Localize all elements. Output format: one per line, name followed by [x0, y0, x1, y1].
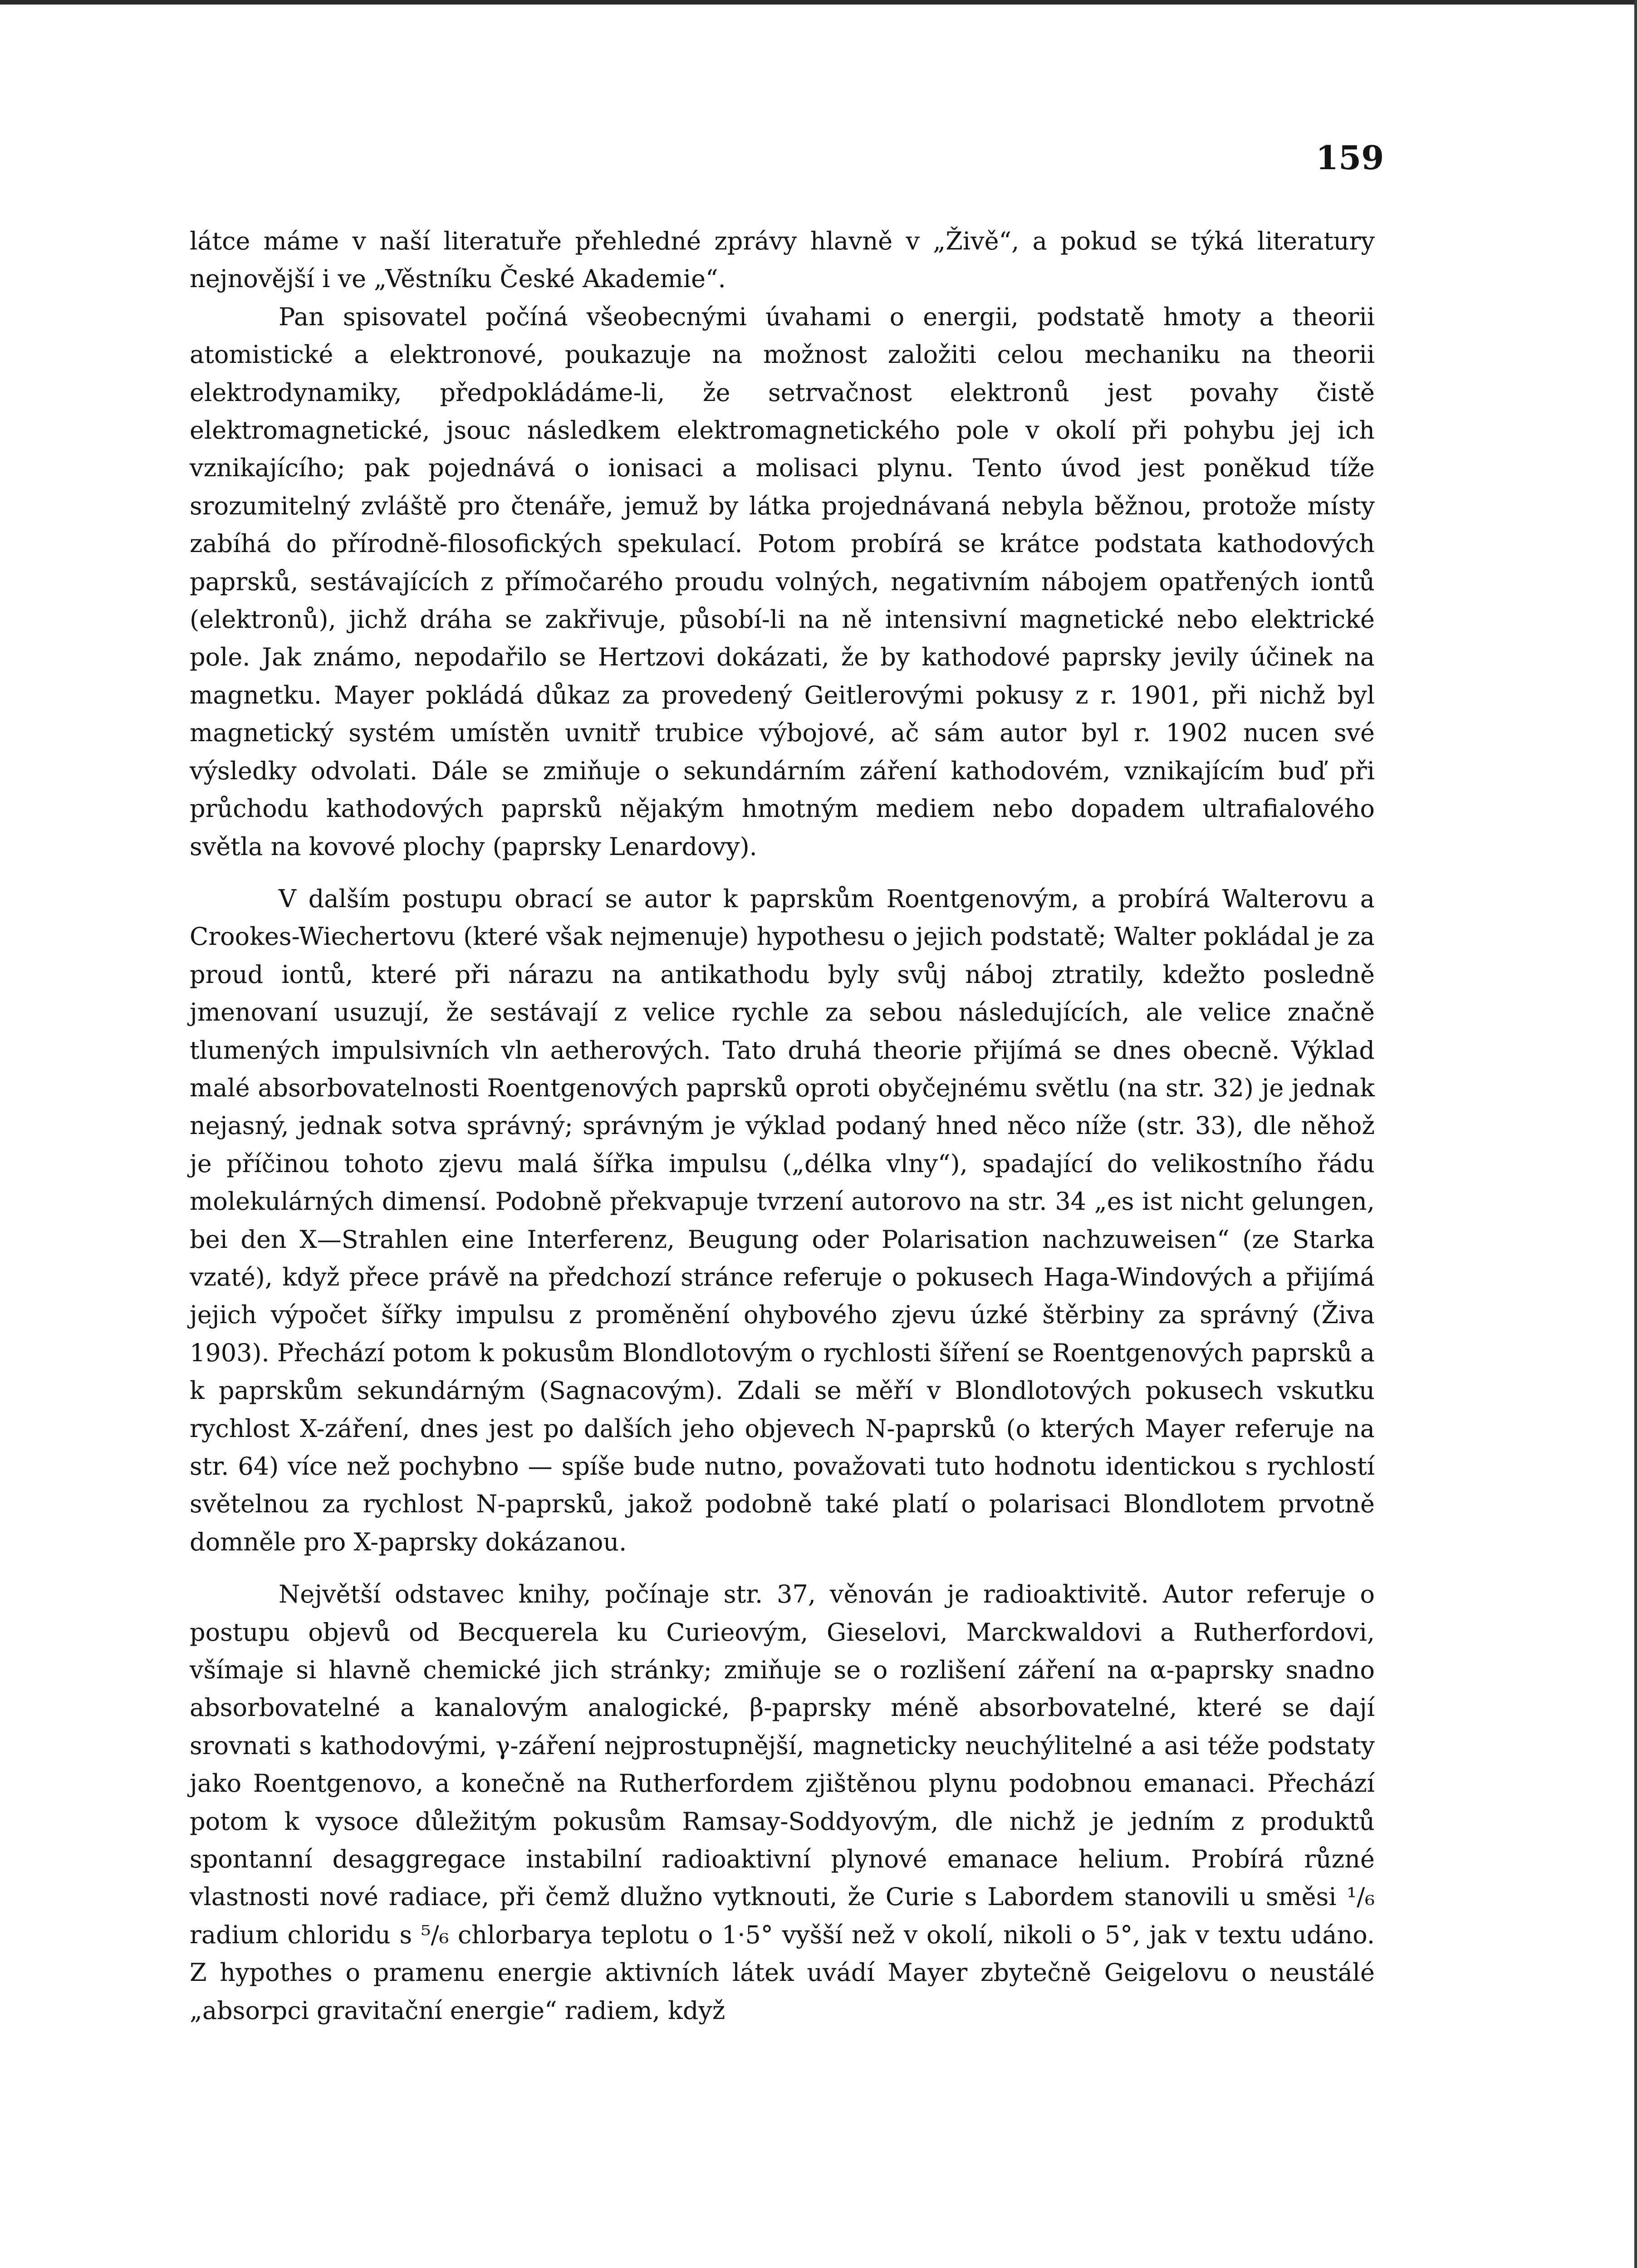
paragraph-continuation: látce máme v naší literatuře přehledné zprávy hlavně v „Živě“, a pokud se týká literatury nejnovější i ve „Věstníku České Akademie“. [190, 227, 1375, 293]
paragraph-roentgen-rays: V dalším postupu obrací se autor k paprskům Roentgenovým, a probírá Walterovu a Crookes-Wiechertovu (které však nejmenuje) hypothesu o jejich podstatě; Walter pokládal je za proud iontů, které při nárazu na antikathodu byly svůj náboj ztratily, kdežto posledně jmenovaní usuzují, že sestávají z velice rychle za sebou následujících, ale velice značně tlumených impulsivních vln aetherových. Tato druhá theorie přijímá se dnes obecně. Výklad malé absorbovatelnosti Roentgenových paprsků oproti obyčejnému světlu (na str. 32) je jednak nejasný, jednak sotva správný; správným je výklad podaný hned něco níže (str. 33), dle něhož je příčinou tohoto zjevu malá šířka impulsu („délka vlny“), spadající do velikostního řádu molekulárných dimensí. Podobně překvapuje tvrzení autorovo na str. 34 „es ist nicht gelungen, bei den X—Strahlen eine Interferenz, Beugung oder Polarisation nachzuweisen“ (ze Starka vzaté), když přece právě na předchozí stránce referuje o pokusech Haga-Windových a přijímá jejich výpočet šířky impulsu z proměnění ohybového zjevu úzké štěrbiny za správný (Živa 1903). Přechází potom k pokusům Blondlotovým o rychlosti šíření se Roentgenových paprsků a k paprskům sekundárným (Sagnacovým). Zdali se měří v Blondlotových pokusech vskutku rychlost X-záření, dnes jest po dalších jeho objevech N-paprsků (o kterých Mayer referuje na str. 64) více než pochybno — spíše bude nutno, považovati tuto hodnotu identickou s rychlostí světelnou za rychlost N-paprsků, jakož podobně také platí o polarisaci Blondlotem prvotně domněle pro X-paprsky dokázanou. [190, 884, 1375, 1556]
body-text [190, 222, 1375, 2029]
paragraph-radioactivity: Největší odstavec knihy, počínaje str. 37, věnován je radioaktivitě. Autor referuje o postupu objevů od Becquerela ku Curieovým, Gieselovi, Marckwaldovi a Rutherfordovi, všímaje si hlavně chemické jich stránky; zmiňuje se o rozlišení záření na α-paprsky snadno absorbovatelné a kanalovým analogické, β-paprsky méně absorbovatelné, které se dají srovnati s kathodovými, γ-záření nejprostupnější, magneticky neuchýlitelné a asi téže podstaty jako Roentgenovo, a konečně na Rutherfordem zjištěnou plynu podobnou emanaci. Přechází potom k vysoce důležitým pokusům Ramsay-Soddyovým, dle nichž je jedním z produktů spontanní desaggregace instabilní radioaktivní plynové emanace helium. Probírá různé vlastnosti nové radiace, při čemž dlužno vytknouti, že Curie s Labordem stanovili u směsi ¹/₆ radium chloridu s ⁵/₆ chlorbarya teplotu o 1·5° vyšší než v okolí, nikoli o 5°, jak v textu udáno. Z hypothes o pramenu energie aktivních látek uvádí Mayer zbytečně Geigelovu o neustálé „absorpci gravitační energie“ radiem, když [190, 1580, 1375, 2025]
scan-border-top [0, 0, 1637, 5]
page-number: 159 [1316, 138, 1384, 177]
scan-border-right [1634, 0, 1637, 2268]
paragraph-energy-electrons: Pan spisovatel počíná všeobecnými úvahami o energii, podstatě hmoty a theorii atomistické a elektronové, poukazuje na možnost založiti celou mechaniku na theorii elektrodynamiky, předpokládáme-li, že setrvačnost elektronů jest povahy čistě elektromagnetické, jsouc následkem elektromagnetického pole v okolí při pohybu jej ich vznikajícího; pak pojednává o ionisaci a molisaci plynu. Tento úvod jest poněkud tíže srozumitelný zvláště pro čtenáře, jemuž by látka projednávaná nebyla běžnou, protože místy zabíhá do přírodně-filosofických spekulací. Potom probírá se krátce podstata kathodových paprsků, sestávajících z přímočarého proudu volných, negativním nábojem opatřených iontů (elektronů), jichž dráha se zakřivuje, působí-li na ně intensivní magnetické nebo elektrické pole. Jak známo, nepodařilo se Hertzovi dokázati, že by kathodové paprsky jevily účinek na magnetku. Mayer pokládá důkaz za provedený Geitlerovými pokusy z r. 1901, při nichž byl magnetický systém umístěn uvnitř trubice výbojové, ač sám autor byl r. 1902 nucen své výsledky odvolati. Dále se zmiňuje o sekundárním záření kathodovém, vznikajícím buď při průchodu kathodových paprsků nějakým hmotným mediem nebo dopadem ultrafialového světla na kovové plochy (paprsky Lenardovy). [190, 302, 1375, 861]
